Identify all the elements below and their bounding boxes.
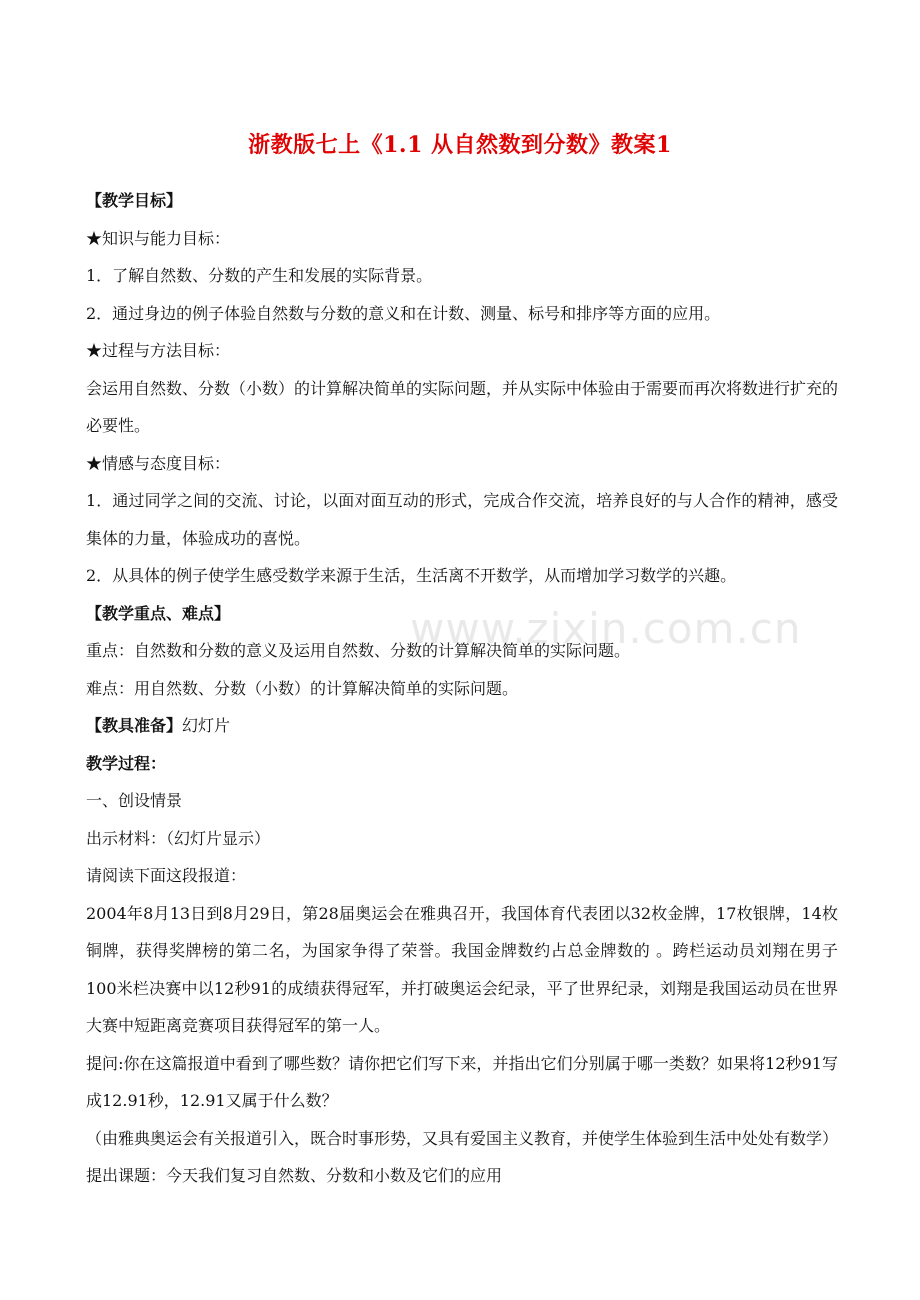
question-paragraph: 提问:你在这篇报道中看到了哪些数？请你把它们写下来，并指出它们分别属于哪一类数？如果将12秒91写成12.91秒，12.91又属于什么数？	[86, 1053, 838, 1110]
keypoints-heading: 【教学重点、难点】	[86, 603, 231, 623]
attitude-item-2: 2．从具体的例子使学生感受数学来源于生活，生活离不开数学，从而增加学习数学的兴趣。	[86, 566, 737, 585]
process-heading: ★过程与方法目标：	[86, 341, 231, 360]
note-paragraph: （由雅典奥运会有关报道引入，既合时事形势，又具有爱国主义教育，并使学生体验到生活中处处有数学）	[86, 1128, 839, 1148]
process-text: 会运用自然数、分数（小数）的计算解决简单的实际问题，并从实际中体验由于需要而再次将数进行扩充的必要性。	[86, 378, 839, 435]
document-body	[86, 182, 838, 1195]
topic-line: 提出课题：今天我们复习自然数、分数和小数及它们的应用	[86, 1166, 503, 1185]
teaching-process-heading: 教学过程：	[86, 753, 167, 773]
watermark: www.zixin.com.cn	[410, 604, 802, 653]
keypoint-text: 重点：自然数和分数的意义及运用自然数、分数的计算解决简单的实际问题。	[86, 641, 631, 660]
tools-text: 幻灯片	[182, 716, 231, 735]
step1-heading: 一、创设情景	[86, 791, 183, 810]
objectives-heading: 【教学目标】	[86, 191, 183, 210]
tools-heading: 【教具准备】	[86, 716, 183, 735]
attitude-item-1: 1．通过同学之间的交流、讨论，以面对面互动的形式，完成合作交流，培养良好的与人合作的精神，感受集体的力量，体验成功的喜悦。	[86, 491, 838, 548]
report-paragraph: 2004年8月13日到8月29日，第28届奥运会在雅典召开，我国体育代表团以32枚金牌，17枚银牌，14枚铜牌，获得奖牌榜的第二名，为国家争得了荣誉。我国金牌数约占总金牌数的 。跨栏运动员刘翔在男子100米栏决赛中以12秒91的成绩获得冠军，并打破奥运会纪录，平了世界纪录，刘翔是我国运动员在世界大赛中短距离竞赛项目获得冠军的第一人。	[86, 903, 838, 1035]
knowledge-heading: ★知识与能力目标：	[86, 228, 231, 248]
page-title: 浙教版七上《1.1 从自然数到分数》教案1	[248, 132, 672, 158]
material-line: 出示材料：（幻灯片显示）	[86, 828, 271, 848]
difficulty-text: 难点：用自然数、分数（小数）的计算解决简单的实际问题。	[86, 678, 519, 698]
read-prompt: 请阅读下面这段报道：	[86, 866, 247, 885]
knowledge-item-2: 2．通过身边的例子体验自然数与分数的意义和在计数、测量、标号和排序等方面的应用。	[86, 303, 721, 323]
attitude-heading: ★情感与态度目标：	[86, 453, 231, 473]
knowledge-item-1: 1．了解自然数、分数的产生和发展的实际背景。	[86, 266, 433, 285]
tools-line	[86, 707, 838, 745]
